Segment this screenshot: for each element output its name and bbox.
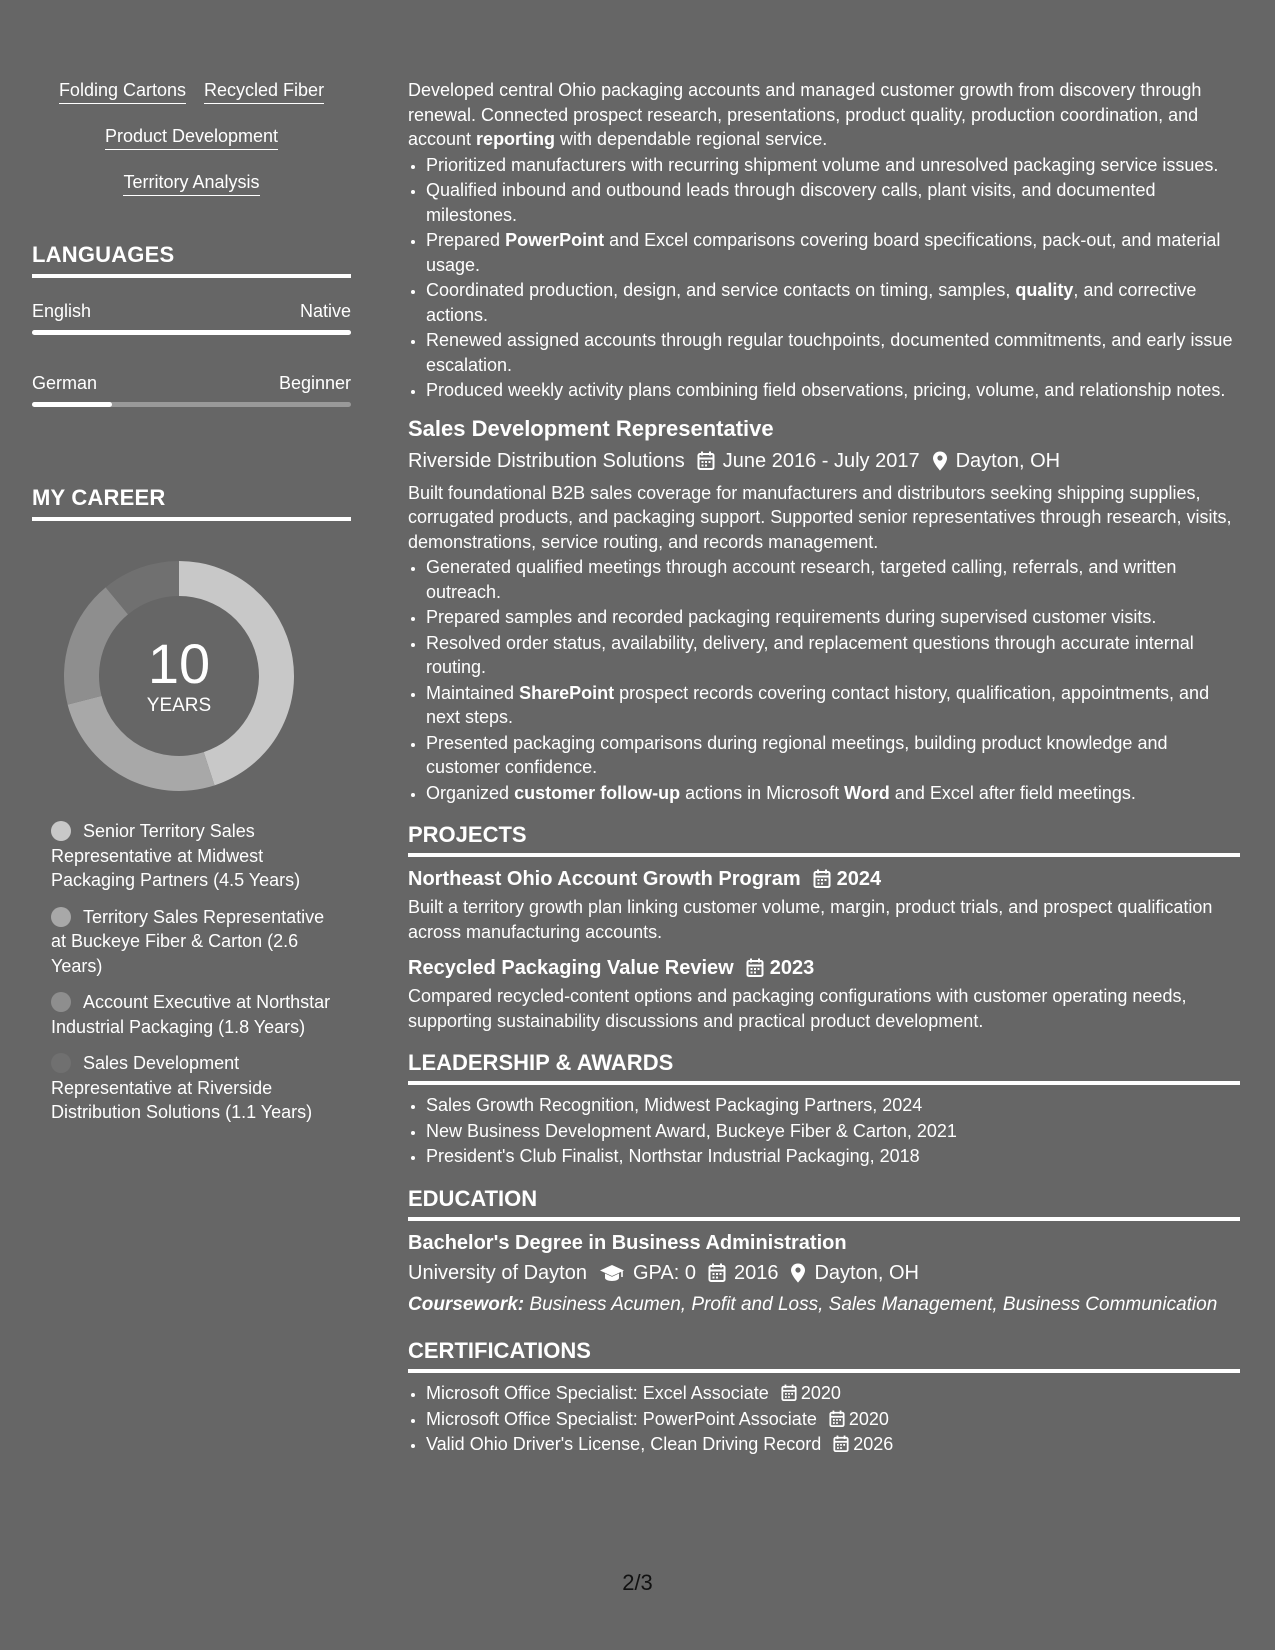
page-number: 2/3 — [622, 1570, 653, 1595]
certifications-list — [408, 1381, 1240, 1457]
award-item: • New Business Development Award, Buckeye Fiber & Carton, 2021 — [426, 1119, 1240, 1144]
projects-heading: PROJECTS — [408, 821, 1240, 857]
education-gpa: GPA: 0 — [632, 1261, 696, 1284]
legend-dot — [51, 1053, 71, 1073]
right-column — [408, 78, 1240, 1458]
legend-dot — [51, 992, 71, 1012]
job-bullet: • Maintained SharePoint prospect records covering contact history, qualification, appointments, and next steps. — [426, 681, 1240, 730]
legend-dot — [51, 821, 71, 841]
location-pin-icon — [932, 451, 948, 471]
job-bullet: • Produced weekly activity plans combining field observations, pricing, volume, and relationship notes. — [426, 378, 1240, 403]
career-total-unit: YEARS — [146, 695, 212, 716]
career-donut-chart — [64, 561, 294, 791]
languages-heading: LANGUAGES — [32, 242, 351, 278]
job-bullet: • Generated qualified meetings through account research, targeted calling, referrals, and written outreach. — [426, 555, 1240, 604]
language-level: Native — [299, 301, 351, 321]
award-item: • Sales Growth Recognition, Midwest Packaging Partners, 2024 — [426, 1093, 1240, 1118]
education-heading: EDUCATION — [408, 1185, 1240, 1221]
job-bullet: • Prioritized manufacturers with recurring shipment volume and unresolved packaging service issues. — [426, 153, 1240, 178]
language-item — [32, 300, 351, 335]
location-pin-icon — [790, 1263, 806, 1283]
calendar-icon — [708, 1263, 726, 1283]
job-dates: June 2016 - July 2017 — [722, 449, 920, 472]
calendar-icon — [781, 1384, 797, 1402]
job-bullet: • Prepared PowerPoint and Excel comparisons covering board specifications, pack-out, and material usage. — [426, 228, 1240, 277]
language-item — [32, 372, 351, 407]
language-name: English — [32, 301, 92, 321]
job-company: Riverside Distribution Solutions — [408, 449, 685, 472]
education-school: University of Dayton — [408, 1261, 587, 1284]
calendar-icon — [833, 1435, 849, 1453]
language-bar — [32, 330, 351, 335]
certification-item: • Microsoft Office Specialist: Excel Associate 2020 — [426, 1381, 1240, 1406]
legend-dot — [51, 907, 71, 927]
job-bullet: • Coordinated production, design, and service contacts on timing, samples, quality, and corrective actions. — [426, 278, 1240, 327]
career-legend — [51, 819, 336, 1125]
project-description: Compared recycled-content options and packaging configurations with customer operating needs, supporting sustainability discussions and practical product development. — [408, 986, 1187, 1031]
certifications-heading: CERTIFICATIONS — [408, 1337, 1240, 1373]
job-bullet: • Qualified inbound and outbound leads through discovery calls, plant visits, and documented milestones. — [426, 178, 1240, 227]
career-legend-item — [51, 905, 336, 979]
job-bullet: • Resolved order status, availability, delivery, and replacement questions through accurate internal routing. — [426, 631, 1240, 680]
skill-tag: Recycled Fiber — [204, 78, 324, 104]
skills-tags — [32, 78, 351, 196]
job-bullets — [408, 153, 1240, 403]
job-title: Sales Development Representative — [408, 415, 774, 441]
graduation-cap-icon — [599, 1263, 625, 1283]
left-column — [32, 78, 351, 1137]
project-description: Built a territory growth plan linking customer volume, margin, product trials, and prospect qualification across manufacturing accounts. — [408, 897, 1213, 942]
language-level: Beginner — [278, 373, 351, 393]
awards-heading: LEADERSHIP & AWARDS — [408, 1049, 1240, 1085]
career-legend-text: Territory Sales Representative at Buckeye Fiber & Carton (2.6 Years) — [51, 906, 325, 976]
career-legend-text: Senior Territory Sales Representative at Midwest Packaging Partners (4.5 Years) — [51, 821, 301, 890]
certification-year: 2020 — [848, 1408, 889, 1429]
job-bullet: • Renewed assigned accounts through regular touchpoints, documented commitments, and early issue escalation. — [426, 328, 1240, 377]
certification-year: 2026 — [853, 1434, 894, 1454]
education-meta — [408, 1259, 1240, 1287]
language-bar-fill — [32, 402, 112, 407]
career-legend-item — [51, 990, 336, 1039]
education-coursework: Coursework: Business Acumen, Profit and Loss, Sales Management, Business Communication — [408, 1293, 1218, 1315]
certification-item: • Valid Ohio Driver's License, Clean Driving Record 2026 — [426, 1432, 1240, 1457]
awards-list — [408, 1093, 1240, 1169]
job-bullet: • Presented packaging comparisons during regional meetings, building product knowledge and customer confidence. — [426, 731, 1240, 780]
job-bullets — [408, 555, 1240, 805]
job-bullet: • Organized customer follow-up actions in Microsoft Word and Excel after field meetings. — [426, 781, 1240, 806]
language-bar-fill — [32, 330, 351, 335]
award-item: • President's Club Finalist, Northstar Industrial Packaging, 2018 — [426, 1144, 1240, 1169]
calendar-icon — [697, 451, 715, 471]
job-meta — [408, 447, 1240, 475]
education-degree: Bachelor's Degree in Business Administration — [408, 1231, 847, 1254]
job-location: Dayton, OH — [955, 449, 1061, 472]
career-legend-item — [51, 1051, 336, 1125]
skill-tag: Folding Cartons — [59, 78, 186, 104]
project-title: Recycled Packaging Value Review 2023 — [408, 954, 1240, 982]
language-name: German — [32, 373, 98, 393]
job-summary: Built foundational B2B sales coverage for manufacturers and distributors seeking shipping supplies, corrugated products, and packaging support. Supported senior representatives through research, visits, demonstrations, service routing, and records management. — [408, 482, 1232, 552]
project-year: 2023 — [769, 957, 815, 979]
education-location: Dayton, OH — [814, 1261, 919, 1284]
certification-year: 2020 — [800, 1383, 841, 1403]
calendar-icon — [746, 958, 764, 978]
career-heading: MY CAREER — [32, 485, 351, 521]
career-legend-text: Account Executive at Northstar Industrial Packaging (1.8 Years) — [51, 992, 331, 1037]
career-legend-text: Sales Development Representative at Riverside Distribution Solutions (1.1 Years) — [51, 1053, 313, 1122]
career-legend-item — [51, 819, 336, 893]
job-bullet: • Prepared samples and recorded packaging requirements during supervised customer visits. — [426, 605, 1240, 630]
project-title: Northeast Ohio Account Growth Program 2024 — [408, 865, 1240, 893]
job-summary: Developed central Ohio packaging accounts and managed customer growth from discovery through renewal. Connected prospect research, presentations, product quality, production coordination, and account reporting with dependable regional service. — [408, 80, 1202, 149]
language-bar — [32, 402, 351, 407]
calendar-icon — [829, 1410, 845, 1428]
skill-tag: Territory Analysis — [123, 170, 259, 196]
education-year: 2016 — [733, 1261, 779, 1284]
project-year: 2024 — [836, 868, 882, 890]
career-total-number: 10 — [147, 632, 211, 695]
skill-tag: Product Development — [105, 124, 278, 150]
certification-item: • Microsoft Office Specialist: PowerPoint Associate 2020 — [426, 1407, 1240, 1432]
calendar-icon — [813, 869, 831, 889]
